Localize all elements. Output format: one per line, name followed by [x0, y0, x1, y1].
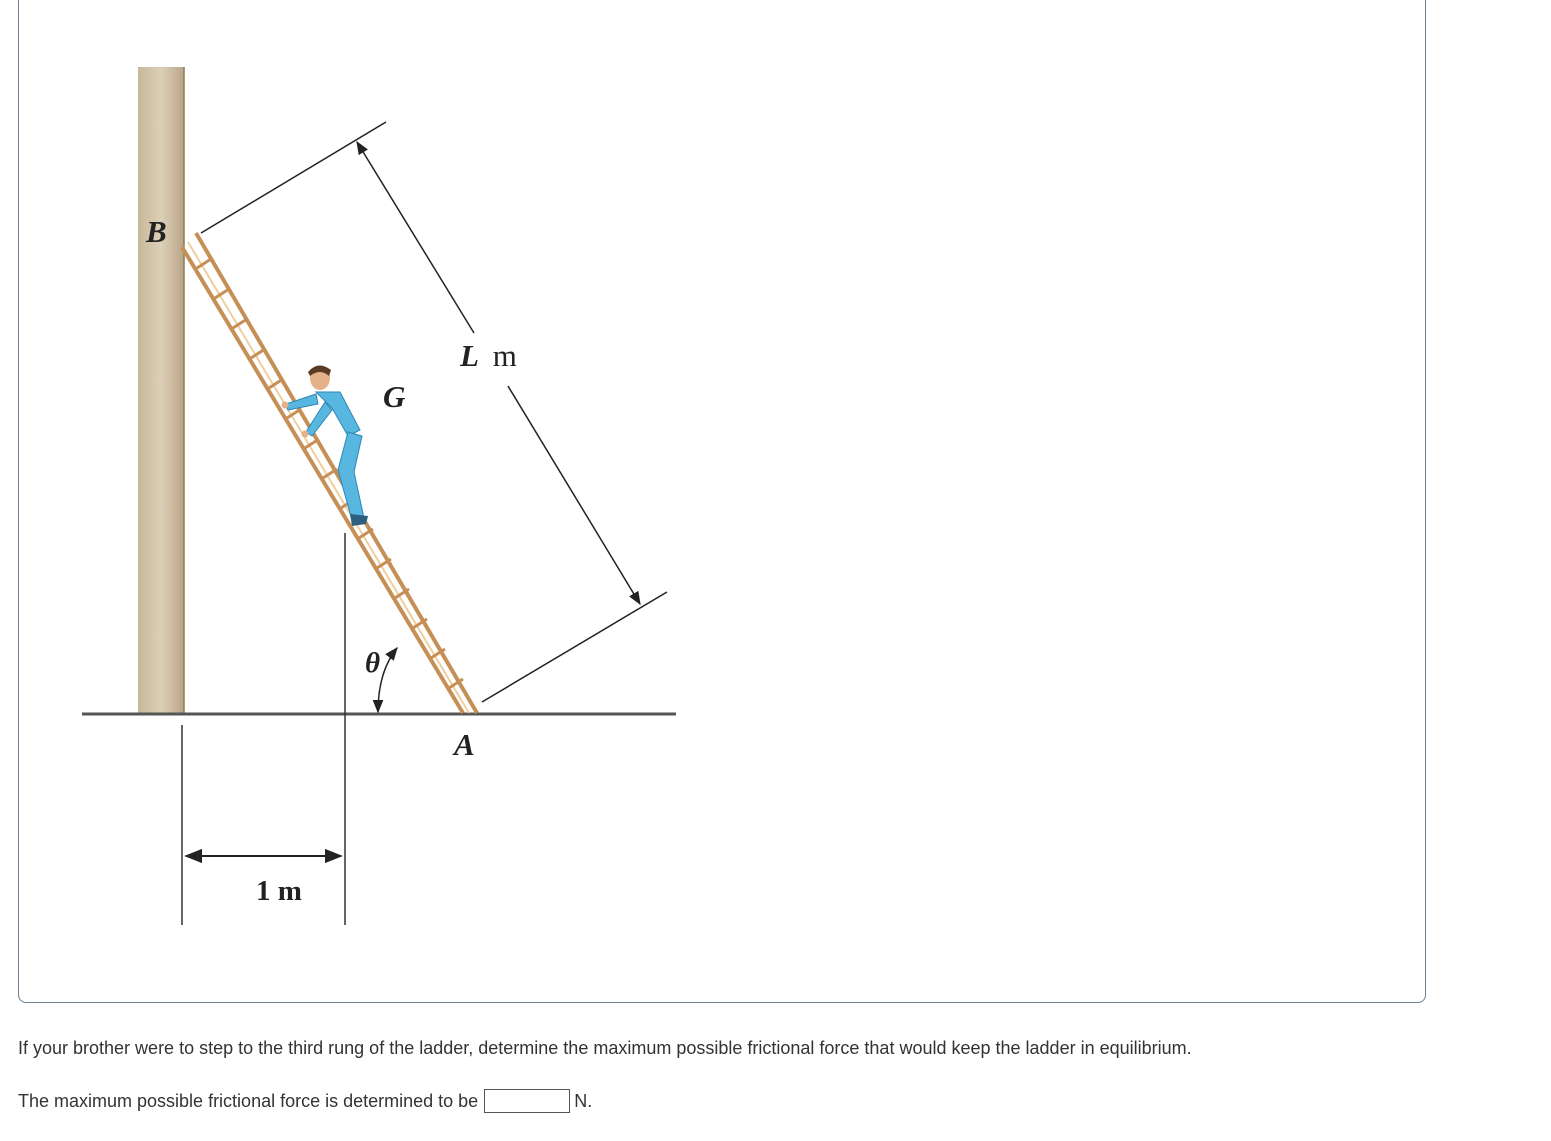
answer-row	[18, 1089, 592, 1113]
answer-input[interactable]	[484, 1089, 570, 1113]
length-dimension-arrow-bottom	[508, 386, 640, 604]
length-dimension-arrow-top	[357, 142, 474, 333]
label-theta: θ	[365, 647, 381, 679]
person-climbing-icon	[282, 365, 369, 526]
label-length: L m	[460, 338, 517, 373]
label-b: B	[146, 214, 167, 249]
label-g: G	[383, 379, 406, 414]
wall	[138, 67, 184, 715]
angle-arrow	[378, 648, 397, 712]
answer-unit: N.	[574, 1090, 593, 1111]
ladder	[182, 233, 477, 713]
answer-prefix: The maximum possible frictional force is determined to be	[18, 1090, 479, 1111]
label-base-distance: 1 m	[256, 875, 302, 907]
question-text: If your brother were to step to the third rung of the ladder, determine the maximum possible frictional force that would keep the ladder in equilibrium.	[18, 1038, 1192, 1058]
label-a: A	[454, 727, 475, 762]
top-extension-line	[201, 122, 386, 233]
bottom-extension-line	[482, 592, 667, 702]
